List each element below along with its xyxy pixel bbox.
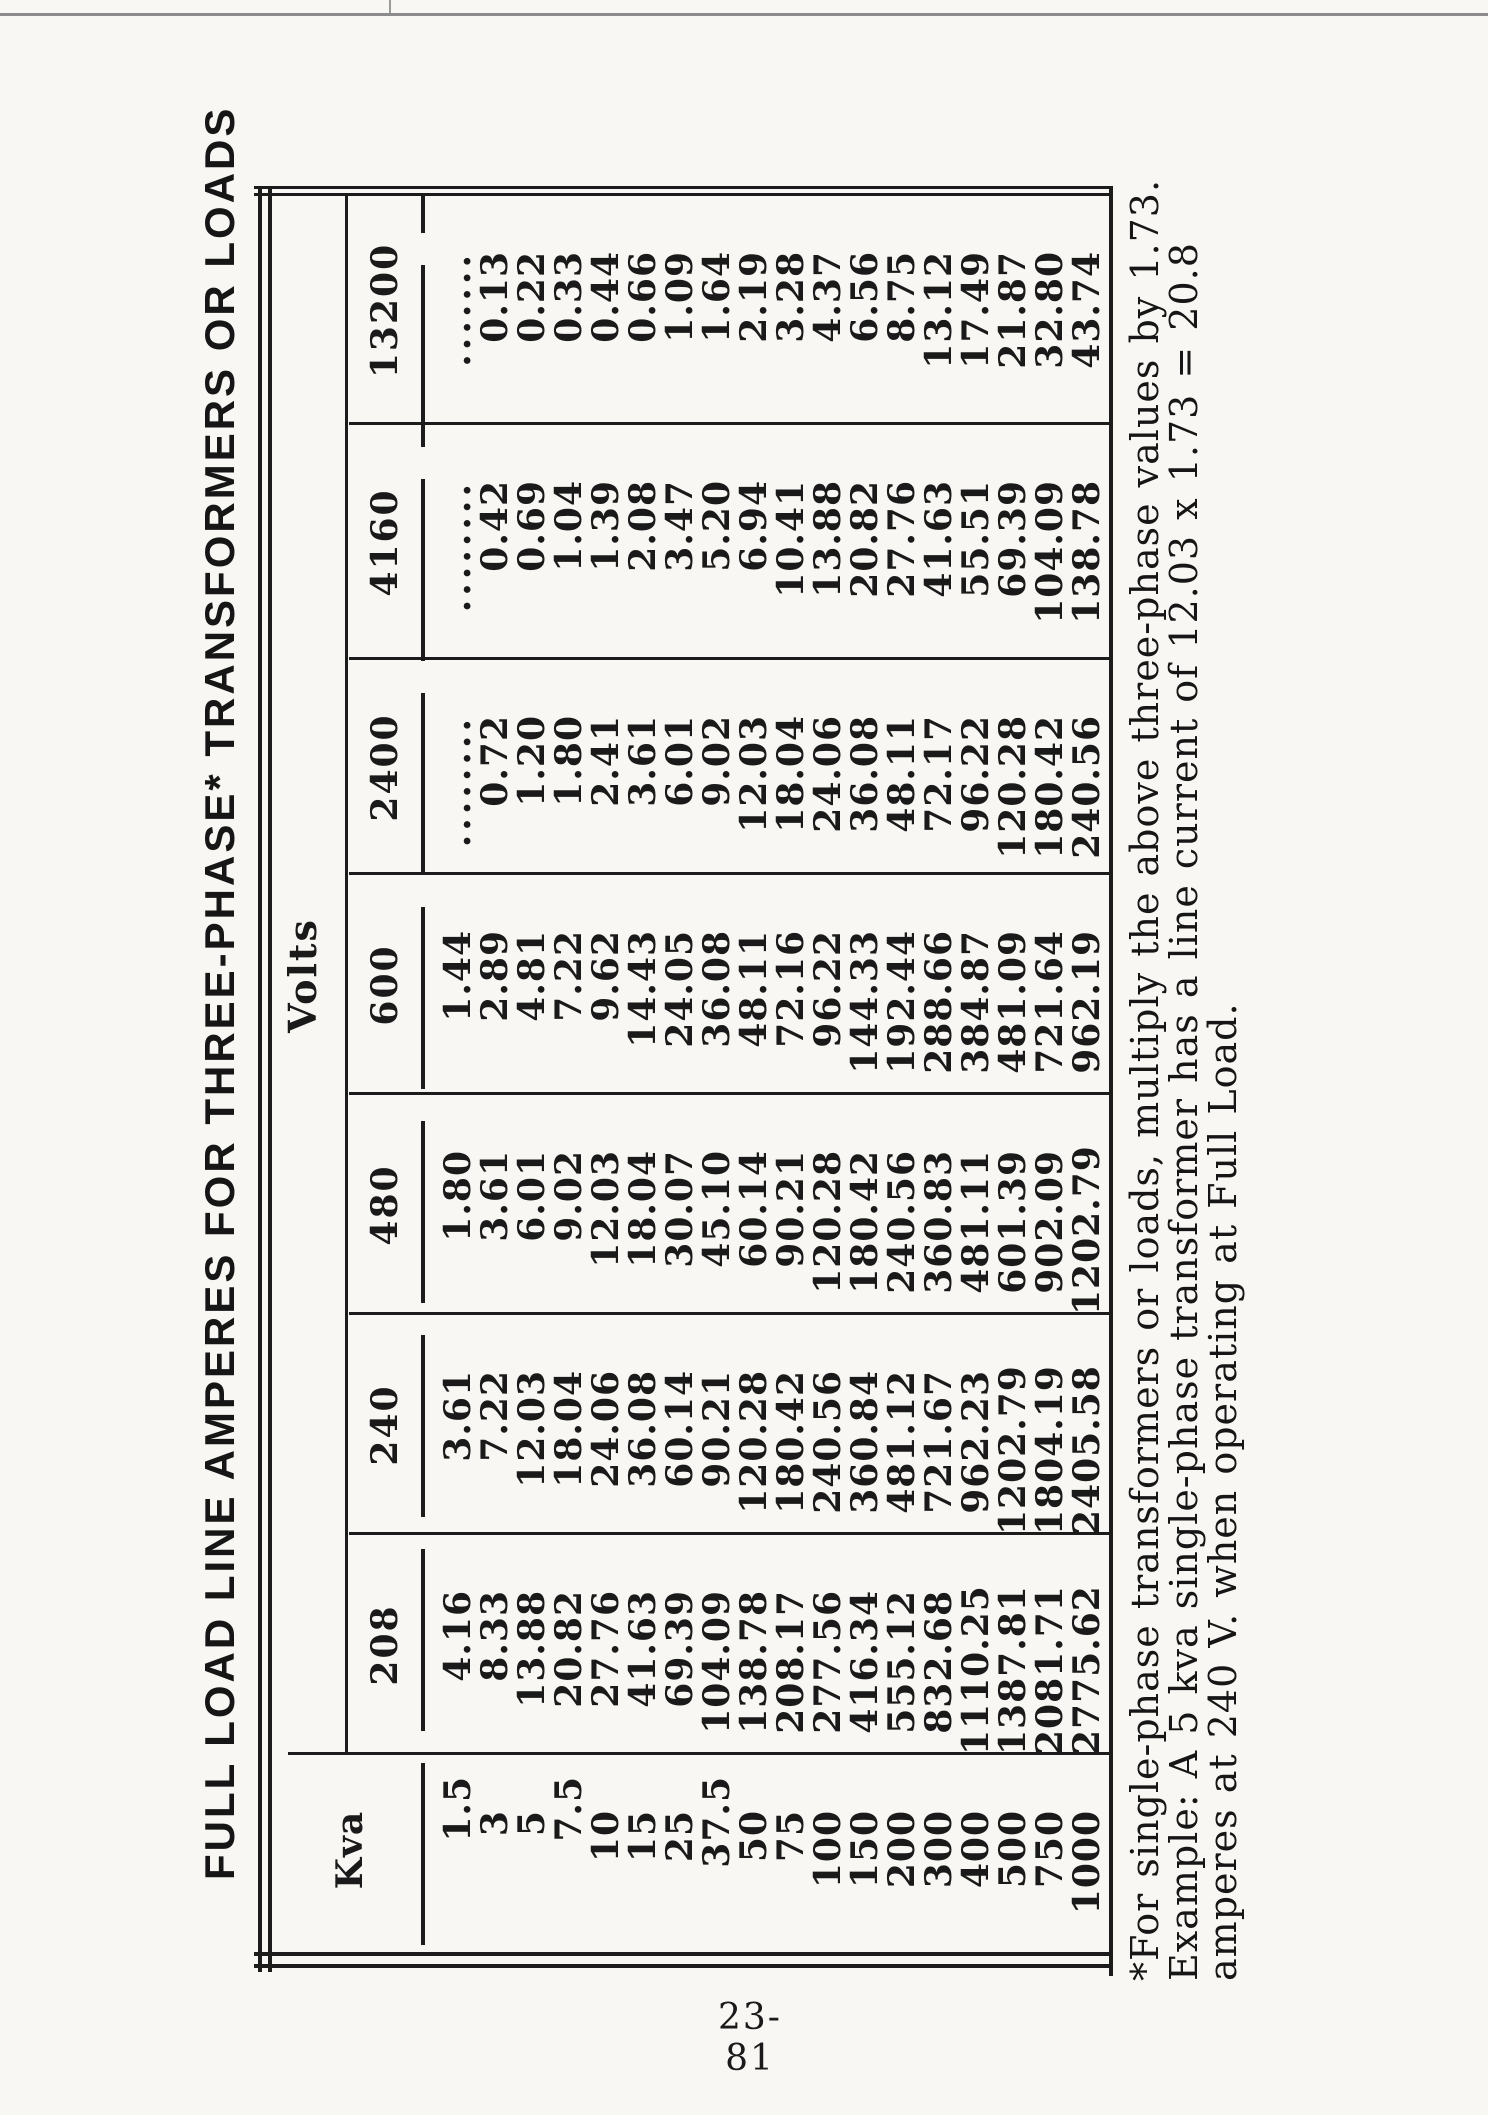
value-cell: 4.81 xyxy=(511,930,553,1022)
value-cell: 60.14 xyxy=(659,1370,701,1488)
value-cell: 13.88 xyxy=(511,1590,553,1708)
value-cell: 1804.19 xyxy=(1029,1365,1071,1535)
kva-cell xyxy=(992,1755,1034,1945)
kva-int: 75 xyxy=(770,1810,812,1863)
kva-int: 200 xyxy=(881,1810,923,1889)
kva-header: Kva xyxy=(329,1810,371,1890)
kva-frac xyxy=(958,1776,995,1810)
value-cell: 192.44 xyxy=(881,930,923,1074)
column-header-600: 600 xyxy=(363,944,406,1026)
volts-label: Volts xyxy=(280,918,325,1033)
kva-int: 37 xyxy=(696,1815,738,1868)
kva-cell xyxy=(696,1755,738,1945)
value-cell: 5.20 xyxy=(696,480,738,572)
value-cell: 416.34 xyxy=(844,1590,886,1734)
value-cell: 120.28 xyxy=(733,1370,775,1514)
table-edge-left-1 xyxy=(254,1964,1113,1968)
value-cell: 41.63 xyxy=(918,480,960,598)
kva-int: 1 xyxy=(437,1815,479,1842)
value-cell: 360.83 xyxy=(918,1150,960,1294)
value-cell: 360.84 xyxy=(844,1370,886,1514)
value-cell: 30.07 xyxy=(659,1150,701,1268)
kva-frac xyxy=(921,1776,958,1810)
kva-int: 3 xyxy=(474,1810,516,1837)
value-cell: 0.42 xyxy=(474,480,516,572)
value-cell: 1.64 xyxy=(696,251,738,343)
value-cell: 277.56 xyxy=(807,1590,849,1734)
value-cell: 384.87 xyxy=(955,930,997,1074)
value-cell: 96.22 xyxy=(955,715,997,833)
value-cell: 481.11 xyxy=(955,1150,997,1294)
value-cell: 3.61 xyxy=(437,1370,479,1462)
kva-int: 50 xyxy=(733,1810,775,1863)
kva-cell xyxy=(474,1755,516,1945)
value-cell: 20.82 xyxy=(548,1590,590,1708)
kva-int: 10 xyxy=(585,1810,627,1863)
value-cell: 18.04 xyxy=(622,1150,664,1268)
value-cell: 69.39 xyxy=(992,480,1034,598)
volts-underline xyxy=(345,196,348,1755)
value-cell: 832.68 xyxy=(918,1590,960,1734)
kva-frac xyxy=(810,1776,847,1810)
kva-cell xyxy=(1029,1755,1071,1945)
value-cell: 240.56 xyxy=(1066,715,1108,859)
rotated-table-block xyxy=(196,105,1400,2006)
value-cell: 180.42 xyxy=(844,1150,886,1294)
header-underline xyxy=(421,196,425,1945)
kva-frac xyxy=(625,1776,662,1810)
column-header-480: 480 xyxy=(363,1164,406,1246)
value-cell: 27.76 xyxy=(585,1590,627,1708)
kva-int: 300 xyxy=(918,1810,960,1889)
value-cell: 1.80 xyxy=(548,715,590,807)
kva-int: 150 xyxy=(844,1810,886,1889)
kva-cell xyxy=(918,1755,960,1945)
value-cell: 12.03 xyxy=(511,1370,553,1488)
header-row xyxy=(349,196,420,1755)
value-cell: 104.09 xyxy=(1029,480,1071,624)
value-cell: 60.14 xyxy=(733,1150,775,1268)
kva-frac xyxy=(847,1776,884,1810)
value-cell: 1202.79 xyxy=(992,1365,1034,1535)
kva-cell xyxy=(511,1755,553,1945)
value-cell: 2.19 xyxy=(733,251,775,343)
value-cell: 27.76 xyxy=(881,480,923,598)
value-cell: 12.03 xyxy=(733,715,775,833)
value-cell: 24.05 xyxy=(659,930,701,1048)
value-cell: 962.23 xyxy=(955,1370,997,1514)
kva-cell xyxy=(1066,1755,1108,1945)
value-cell: 2081.71 xyxy=(1029,1585,1071,1755)
value-cell: 120.28 xyxy=(992,715,1034,859)
value-cell: 3.61 xyxy=(474,1150,516,1242)
value-cell: 48.11 xyxy=(733,930,775,1048)
value-cell: 72.17 xyxy=(918,715,960,833)
value-cell: 6.94 xyxy=(733,480,775,572)
value-cell: 8.75 xyxy=(881,251,923,343)
value-cell: 2.41 xyxy=(585,715,627,807)
kva-frac xyxy=(588,1776,625,1810)
value-cell: ........ xyxy=(437,715,479,848)
value-cell: 36.08 xyxy=(696,930,738,1048)
column-header-13200: 13200 xyxy=(363,242,406,379)
kva-frac xyxy=(514,1776,551,1810)
kva-int: 1000 xyxy=(1066,1810,1108,1915)
value-cell: 6.01 xyxy=(659,715,701,807)
value-cell: 1110.25 xyxy=(955,1585,997,1755)
value-cell: 962.19 xyxy=(1066,930,1108,1074)
kva-int: 750 xyxy=(1029,1810,1071,1889)
value-cell: 1.39 xyxy=(585,480,627,572)
value-cell: 3.61 xyxy=(622,715,664,807)
value-cell: 24.06 xyxy=(585,1370,627,1488)
column-header-2400: 2400 xyxy=(363,713,406,822)
value-cell: 144.33 xyxy=(844,930,886,1074)
footnote-line-2: Example: A 5 kva single-phase transformer has a line current of 12.03 x 1.73 = 20.8 xyxy=(1162,242,1206,1981)
value-cell: 208.17 xyxy=(770,1590,812,1734)
kva-frac xyxy=(773,1776,810,1810)
kva-cell xyxy=(770,1755,812,1945)
value-cell: 0.44 xyxy=(585,251,627,343)
kva-int: 25 xyxy=(659,1810,701,1863)
value-cell: 1.20 xyxy=(511,715,553,807)
kva-frac xyxy=(477,1776,514,1810)
value-cell: ....... xyxy=(437,251,479,367)
column-header-208: 208 xyxy=(363,1604,406,1686)
value-cell: 32.80 xyxy=(1029,251,1071,369)
value-cell: 288.66 xyxy=(918,930,960,1074)
kva-frac: .5 xyxy=(548,1776,590,1816)
value-cell: 180.42 xyxy=(770,1370,812,1514)
value-cell: 481.09 xyxy=(992,930,1034,1074)
scan-edge-line xyxy=(0,13,1488,16)
value-cell: 9.62 xyxy=(585,930,627,1022)
page-title: FULL LOAD LINE AMPERES FOR THREE-PHASE* TRANSFORMERS OR LOADS xyxy=(196,105,243,1880)
kva-frac xyxy=(662,1776,699,1810)
value-cell: 20.82 xyxy=(844,480,886,598)
column-header-4160: 4160 xyxy=(363,488,406,597)
kva-cell xyxy=(585,1755,627,1945)
values-grid xyxy=(437,196,1108,1945)
value-cell: 481.12 xyxy=(881,1370,923,1514)
kva-frac xyxy=(1069,1776,1106,1810)
value-cell: 240.56 xyxy=(881,1150,923,1294)
kva-cell xyxy=(548,1755,590,1945)
value-cell: 0.33 xyxy=(548,251,590,343)
title-rule-2 xyxy=(268,186,272,1972)
value-cell: 90.21 xyxy=(770,1150,812,1268)
kva-cell xyxy=(659,1755,701,1945)
kva-int: 100 xyxy=(807,1810,849,1889)
value-cell: 1387.81 xyxy=(992,1585,1034,1755)
table-edge-right-2 xyxy=(254,186,1113,189)
value-cell: 6.01 xyxy=(511,1150,553,1242)
value-cell: 1.04 xyxy=(548,480,590,572)
value-cell: 9.02 xyxy=(548,1150,590,1242)
kva-cell xyxy=(437,1755,479,1945)
value-cell: 96.22 xyxy=(807,930,849,1048)
value-cell: 7.22 xyxy=(474,1370,516,1462)
footnote-line-3: amperes at 240 V. when operating at Full Load. xyxy=(1201,1002,1245,1981)
value-cell: 2.89 xyxy=(474,930,516,1022)
value-cell: 555.12 xyxy=(881,1590,923,1734)
value-cell: 7.22 xyxy=(548,930,590,1022)
title-rule-1 xyxy=(258,186,262,1972)
value-cell: 4.37 xyxy=(807,251,849,343)
value-cell: 6.56 xyxy=(844,251,886,343)
value-cell: 120.28 xyxy=(807,1150,849,1294)
value-cell: 104.09 xyxy=(696,1590,738,1734)
kva-cell xyxy=(733,1755,775,1945)
value-cell: 17.49 xyxy=(955,251,997,369)
kva-frac xyxy=(884,1776,921,1810)
value-cell: 90.21 xyxy=(696,1370,738,1488)
kva-cell xyxy=(807,1755,849,1945)
page-number: 23-81 xyxy=(718,1997,782,2079)
value-cell: 1.09 xyxy=(659,251,701,343)
value-cell: 45.10 xyxy=(696,1150,738,1268)
value-cell: 0.22 xyxy=(511,251,553,343)
value-cell: 36.08 xyxy=(844,715,886,833)
value-cell: 138.78 xyxy=(1066,480,1108,624)
value-cell: 21.87 xyxy=(992,251,1034,369)
kva-cell xyxy=(622,1755,664,1945)
value-cell: 1202.79 xyxy=(1066,1145,1108,1315)
value-cell: 0.69 xyxy=(511,480,553,572)
kva-int: 15 xyxy=(622,1810,664,1863)
value-cell: 36.08 xyxy=(622,1370,664,1488)
value-cell: 2775.62 xyxy=(1066,1585,1108,1755)
footnote xyxy=(1123,178,1245,1981)
value-cell: 0.72 xyxy=(474,715,516,807)
kva-int: 7 xyxy=(548,1815,590,1842)
footnote-line-1: *For single-phase transformers or loads, multiply the above three-phase values by 1.73. xyxy=(1123,178,1167,1981)
kva-int: 5 xyxy=(511,1810,553,1837)
value-cell: 12.03 xyxy=(585,1150,627,1268)
value-cell: 721.64 xyxy=(1029,930,1071,1074)
value-cell: 2405.58 xyxy=(1066,1365,1108,1535)
kva-frac xyxy=(995,1776,1032,1810)
value-cell: 8.33 xyxy=(474,1590,516,1682)
kva-cell xyxy=(881,1755,923,1945)
kva-frac xyxy=(1032,1776,1069,1810)
kva-frac: .5 xyxy=(696,1776,738,1816)
value-cell: 3.47 xyxy=(659,480,701,572)
value-cell: 4.16 xyxy=(437,1590,479,1682)
kva-frac: .5 xyxy=(437,1776,479,1816)
column-header-240: 240 xyxy=(363,1384,406,1466)
kva-int: 500 xyxy=(992,1810,1034,1889)
value-cell: ........ xyxy=(437,480,479,613)
table-edge-left-2 xyxy=(254,1952,1113,1956)
value-cell: 1.80 xyxy=(437,1150,479,1242)
value-cell: 18.04 xyxy=(770,715,812,833)
value-cell: 43.74 xyxy=(1066,251,1108,369)
kva-cell xyxy=(955,1755,997,1945)
footnote-rule xyxy=(1109,186,1113,1976)
value-cell: 0.13 xyxy=(474,251,516,343)
value-cell: 41.63 xyxy=(622,1590,664,1708)
value-cell: 69.39 xyxy=(659,1590,701,1708)
value-cell: 180.42 xyxy=(1029,715,1071,859)
value-cell: 48.11 xyxy=(881,715,923,833)
value-cell: 24.06 xyxy=(807,715,849,833)
value-cell: 138.78 xyxy=(733,1590,775,1734)
value-cell: 13.12 xyxy=(918,251,960,369)
kva-int: 400 xyxy=(955,1810,997,1889)
value-cell: 2.08 xyxy=(622,480,664,572)
value-cell: 601.39 xyxy=(992,1150,1034,1294)
value-cell: 10.41 xyxy=(770,480,812,598)
value-cell: 902.09 xyxy=(1029,1150,1071,1294)
value-cell: 0.66 xyxy=(622,251,664,343)
value-cell: 1.44 xyxy=(437,930,479,1022)
kva-cell xyxy=(844,1755,886,1945)
value-cell: 3.28 xyxy=(770,251,812,343)
value-cell: 14.43 xyxy=(622,930,664,1048)
scan-edge-tick xyxy=(389,0,391,13)
kva-frac xyxy=(736,1776,773,1810)
value-cell: 13.88 xyxy=(807,480,849,598)
value-cell: 240.56 xyxy=(807,1370,849,1514)
value-cell: 55.51 xyxy=(955,480,997,598)
value-cell: 18.04 xyxy=(548,1370,590,1488)
value-cell: 721.67 xyxy=(918,1370,960,1514)
value-cell: 72.16 xyxy=(770,930,812,1048)
value-cell: 9.02 xyxy=(696,715,738,807)
